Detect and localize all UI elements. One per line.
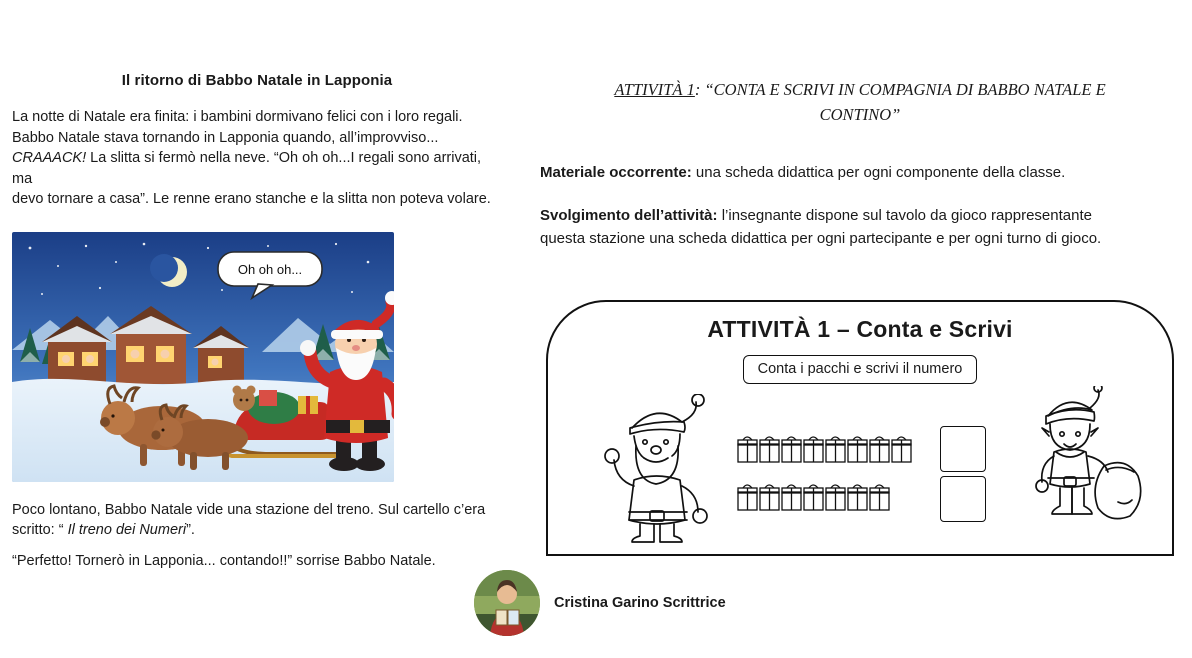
activity-column [540,78,1180,250]
answer-box-row-2[interactable] [940,476,986,522]
author-credit [474,570,726,636]
author-name: Cristina Garino Scrittrice [554,595,726,611]
story-line-6-post: ”. [186,522,195,539]
story-line-5: Poco lontano, Babbo Natale vide una stazione del treno. Sul cartello c’era [12,501,486,518]
materials-text: una scheda didattica per ogni componente della classe. [691,163,1066,181]
author-avatar-photo [474,570,540,636]
speech-bubble-text: Oh oh oh... [237,261,303,277]
author-avatar [474,570,540,636]
story-line-1: La notte di Natale era finita: i bambini dormivano felici con i loro regali. [12,109,463,125]
activity-heading [540,78,1180,128]
santa-outline-figure [600,394,716,544]
story-paragraph-2 [12,500,502,541]
procedure-text: l’insegnante dispone sul tavolo da gioco rappresentante questa stazione una scheda didattica per ogni partecipante e per ogni turno di gioco. [540,207,1102,247]
story-column [12,72,502,572]
story-paragraph-3: “Perfetto! Tornerò in Lapponia... contando!!” sorrise Babbo Natale. [12,553,436,570]
activity-title-line-2: CONTINO” [819,104,901,124]
story-paragraph-1 [12,107,502,210]
worksheet-title: ATTIVITÀ 1 – Conta e Scrivi [707,316,1013,342]
story-line-6-pre: scritto: “ [12,522,68,539]
materials-block [540,162,1180,184]
story-line-4: devo tornare a casa”. Le renne erano stanche e la slitta non poteva volare. [12,191,491,208]
illustration-svg [12,232,394,482]
worksheet-card [546,300,1174,556]
story-onomatopoeia: CRAAACK! [12,150,87,167]
procedure-label: Svolgimento dell’attività: [540,207,718,225]
santa-sleigh-reindeer-illustration [12,232,394,482]
worksheet-instruction: Conta i pacchi e scrivi il numero [743,355,977,384]
procedure-block [540,205,1130,250]
activity-label: ATTIVITÀ 1 [614,80,695,99]
worksheet-body [548,384,1172,544]
answer-box-row-1[interactable] [940,426,986,472]
activity-title-line-1: : “CONTA E SCRIVI IN COMPAGNIA DI BABBO NATALE E [694,80,1106,99]
story-title: Il ritorno di Babbo Natale in Lapponia [121,72,393,89]
gift-row-1 [736,432,916,466]
elf-with-sack-outline-figure [1026,386,1152,542]
story-line-2: Babbo Natale stava tornando in Lapponia quando, all’improvviso... [12,129,439,146]
sign-text: Il treno dei Numeri [67,522,187,539]
story-line-3: La slitta si fermò nella neve. “Oh oh oh...I regali sono arrivati, ma [12,150,482,187]
gift-row-2 [736,480,896,514]
materials-label: Materiale occorrente: [540,163,692,181]
